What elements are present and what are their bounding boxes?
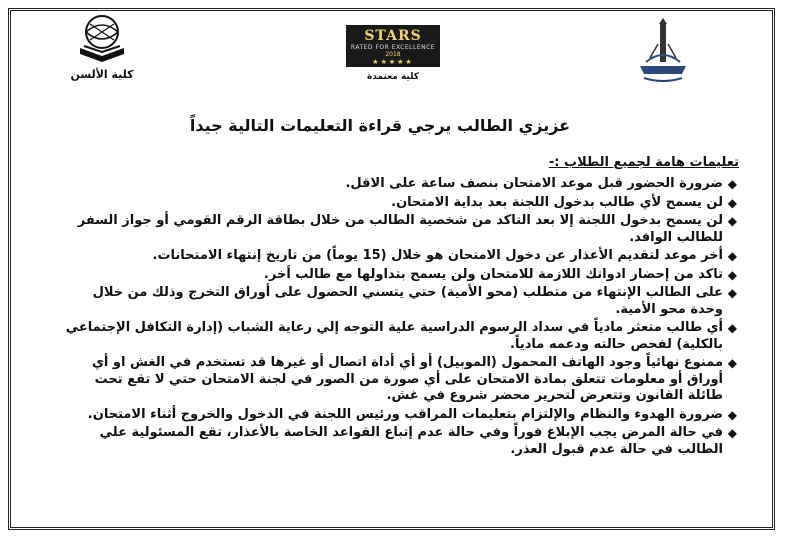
diamond-bullet-icon: ◆ — [727, 407, 737, 422]
diamond-bullet-icon: ◆ — [727, 214, 737, 228]
ain-shams-university-logo-icon — [636, 18, 690, 82]
list-item: ◆ لن يسمح لأي طالب بدخول اللجنة بعد بداية الامتحان. — [391, 194, 737, 210]
list-item: ◆ ضرورة الحضور قبل موعد الامتحان بنصف ساعة على الاقل. — [345, 176, 737, 191]
list-item: ◆ تاكد من إحضار ادواتك اللازمة للامتحان ولن يسمح بتداولها مع طالب أخر. — [263, 266, 737, 282]
list-item: ◆ ممنوع نهائياً وجود الهاتف المحمول (الموبيل) أو أي أداة اتصال أو غيرها قد تستخدم في الغش او أي أوراق أو معلومات تتعلق بمادة الامتحان على أي صورة من الصور في لجنة الامتحان حتي لا تقع تحت طائلة القانون وتتعرض لتحرير محضر شروع في غش. — [92, 355, 737, 403]
diamond-bullet-icon: ◆ — [727, 249, 737, 263]
diamond-bullet-icon: ◆ — [727, 195, 737, 210]
book-globe-icon — [74, 12, 130, 62]
diamond-bullet-icon: ◆ — [727, 356, 737, 370]
instructions-subheading: تعليمات هامة لجميع الطلاب :- — [548, 155, 739, 170]
accreditation-label: كلية معتمدة — [366, 72, 420, 82]
stars-tagline: RATED FOR EXCELLENCE — [350, 44, 436, 51]
stars-year: 2018 — [385, 51, 401, 58]
stars-rating-icon: ★★★★★ — [372, 58, 414, 66]
stars-rating-badge — [346, 25, 440, 97]
diamond-bullet-icon: ◆ — [727, 267, 737, 282]
diamond-bullet-icon: ◆ — [727, 426, 737, 440]
left-logo-caption: كلية الألسن — [70, 68, 134, 81]
list-item: ◆ أي طالب متعثر مادياً في سداد الرسوم الدراسية علية التوجه إلي رعاية الشباب (إدارة التكافل الإجتماعي بالكلية) لفحص حالته ودعمه مادياً. — [65, 320, 737, 352]
list-item: ◆ أخر موعد لتقديم الأعذار عن دخول الامتحان هو خلال (15 يوماً) من تاريخ إنتهاء الامتحانات. — [152, 248, 737, 263]
diamond-bullet-icon: ◆ — [727, 286, 737, 300]
instructions-list — [58, 176, 737, 460]
list-item: ◆ على الطالب الإنتهاء من متطلب (محو الأمية) حتي يتسني الحصول على أوراق التخرج وذلك من خلال وحدة محو الأمية. — [92, 285, 737, 317]
list-item: ◆ في حالة المرض يجب الإبلاغ فوراً وفي حالة عدم إتباع القواعد الخاصة بالأعذار، تقع المسئولية علي الطالب في حالة عدم قبول العذر. — [99, 425, 737, 457]
diamond-bullet-icon: ◆ — [727, 177, 737, 191]
faculty-of-alsun-logo — [52, 12, 152, 88]
page-title: عزيزي الطالب يرجي قراءة التعليمات التالية جيداً — [189, 116, 571, 135]
list-item: ◆ لن يسمح بدخول اللجنة إلا بعد التاكد من شخصية الطالب من خلال بطاقة الرقم القومي أو جواز السفر للطالب الوافد. — [77, 213, 737, 245]
diamond-bullet-icon: ◆ — [727, 321, 737, 335]
list-item: ◆ ضرورة الهدوء والنظام والإلتزام بتعليمات المراقب ورئيس اللجنة في الدخول والخروج أثناء الامتحان. — [87, 406, 737, 422]
stars-brand: STARS — [364, 28, 422, 44]
